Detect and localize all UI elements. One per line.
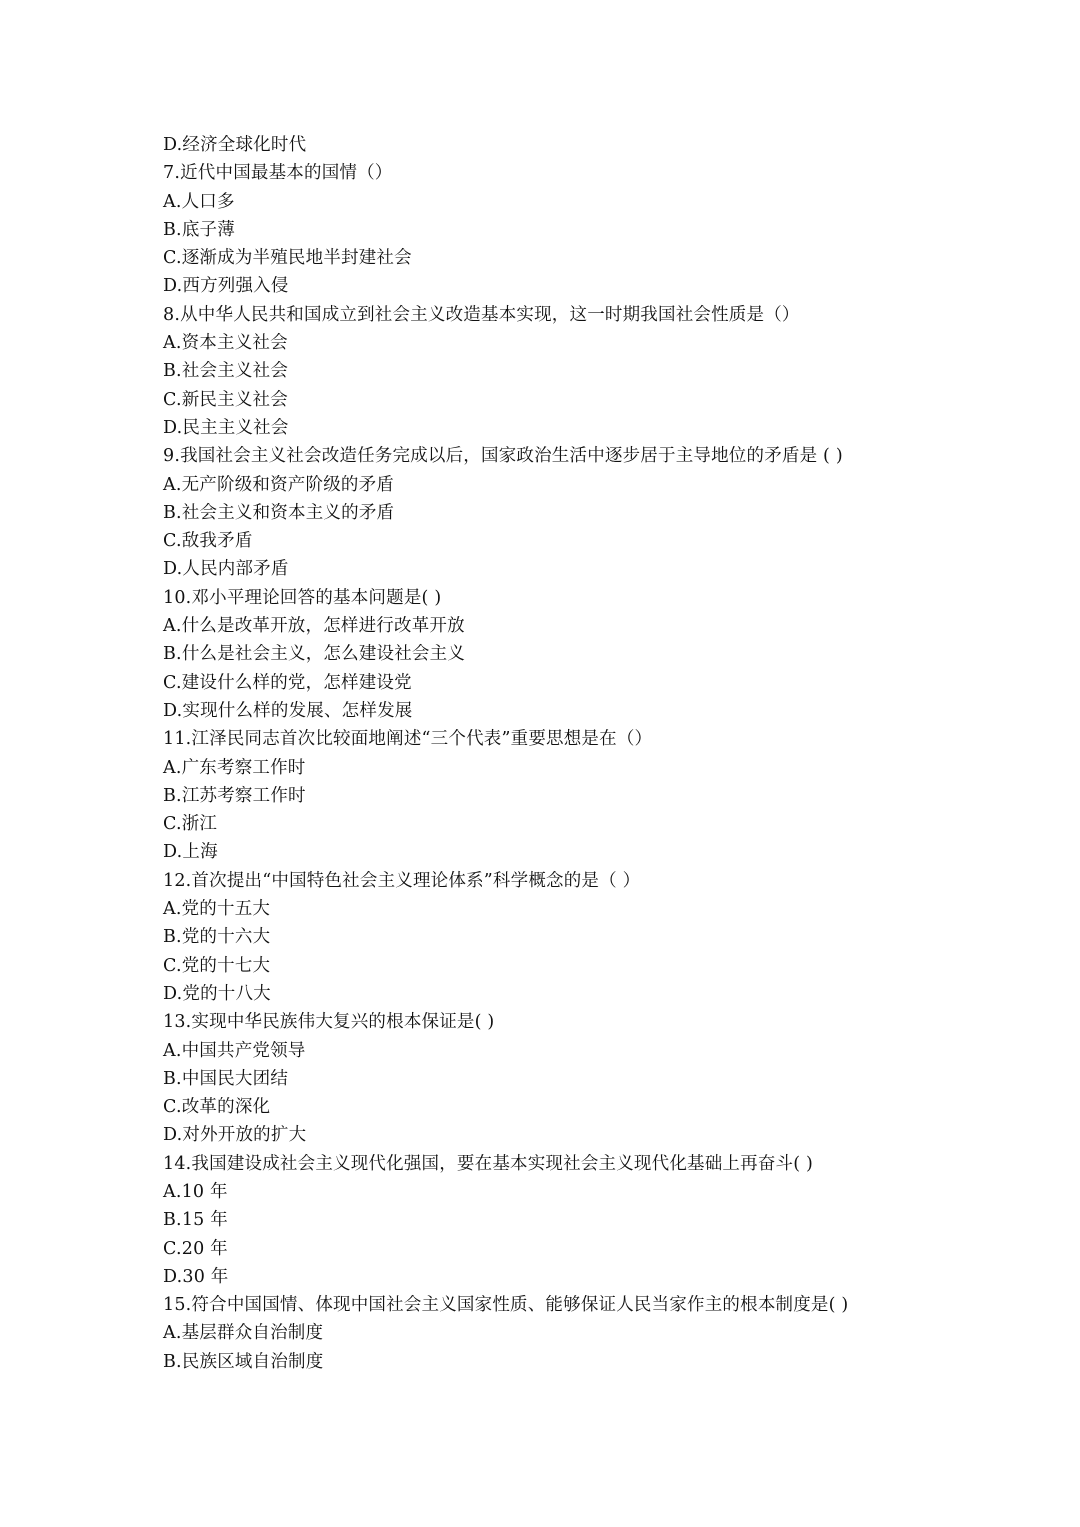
question-13: 13.实现中华民族伟大复兴的根本保证是( ) [163,1012,495,1033]
option-line: A.基层群众自治制度 [163,1323,324,1344]
question-11: 11.江泽民同志首次比较面地阐述“三个代表”重要思想是在（） [163,729,653,750]
question-10: 10.邓小平理论回答的基本问题是( ) [163,587,442,608]
option-line: B.江苏考察工作时 [163,785,306,806]
option-line: D.实现什么样的发展、怎样发展 [163,700,413,721]
option-line: B.15 年 [163,1210,228,1231]
option-line: B.民族区域自治制度 [163,1351,324,1372]
option-line: A.广东考察工作时 [163,757,306,778]
option-line: A.10 年 [163,1181,228,1202]
option-line: B.党的十六大 [163,927,271,948]
option-line: B.底子薄 [163,219,235,240]
option-line: C.20 年 [163,1238,228,1259]
question-8: 8.从中华人民共和国成立到社会主义改造基本实现，这一时期我国社会性质是（） [163,304,800,325]
option-line: D.人民内部矛盾 [163,559,289,580]
option-line: B.社会主义社会 [163,361,289,382]
option-line: D.30 年 [163,1266,229,1287]
question-12: 12.首次提出“中国特色社会主义理论体系”科学概念的是（ ） [163,870,641,891]
option-line: C.逐渐成为半殖民地半封建社会 [163,248,412,269]
question-9: 9.我国社会主义社会改造任务完成以后，国家政治生活中逐步居于主导地位的矛盾是 ( ) [163,446,843,467]
option-line: B.什么是社会主义，怎么建设社会主义 [163,644,466,665]
option-line: A.什么是改革开放，怎样进行改革开放 [163,616,465,637]
option-line: C.新民主义社会 [163,389,288,410]
option-line: A.无产阶级和资产阶级的矛盾 [163,474,394,495]
option-line: C.建设什么样的党，怎样建设党 [163,672,412,693]
option-line: A.人口多 [163,191,235,212]
option-line: B.社会主义和资本主义的矛盾 [163,502,395,523]
option-line: C.敌我矛盾 [163,531,253,552]
option-line: A.资本主义社会 [163,333,288,354]
option-line: D.民主主义社会 [163,417,289,438]
option-line: A.中国共产党领导 [163,1040,306,1061]
option-line: C.改革的深化 [163,1097,271,1118]
option-line: C.党的十七大 [163,955,271,976]
question-list [163,131,923,1376]
option-line: B.中国民大团结 [163,1068,289,1089]
text-line: D.经济全球化时代 [163,135,307,155]
option-line: D.对外开放的扩大 [163,1125,307,1146]
option-line: A.党的十五大 [163,899,271,920]
question-14: 14.我国建设成社会主义现代化强国，要在基本实现社会主义现代化基础上再奋斗( ) [163,1153,814,1174]
option-line: D.上海 [163,842,218,863]
option-line: D.西方列强入侵 [163,276,289,297]
question-15: 15.符合中国国情、体现中国社会主义国家性质、能够保证人民当家作主的根本制度是( ) [163,1295,849,1316]
question-7: 7.近代中国最基本的国情（） [163,163,393,184]
option-line: D.党的十八大 [163,983,271,1004]
option-line: C.浙江 [163,814,218,835]
